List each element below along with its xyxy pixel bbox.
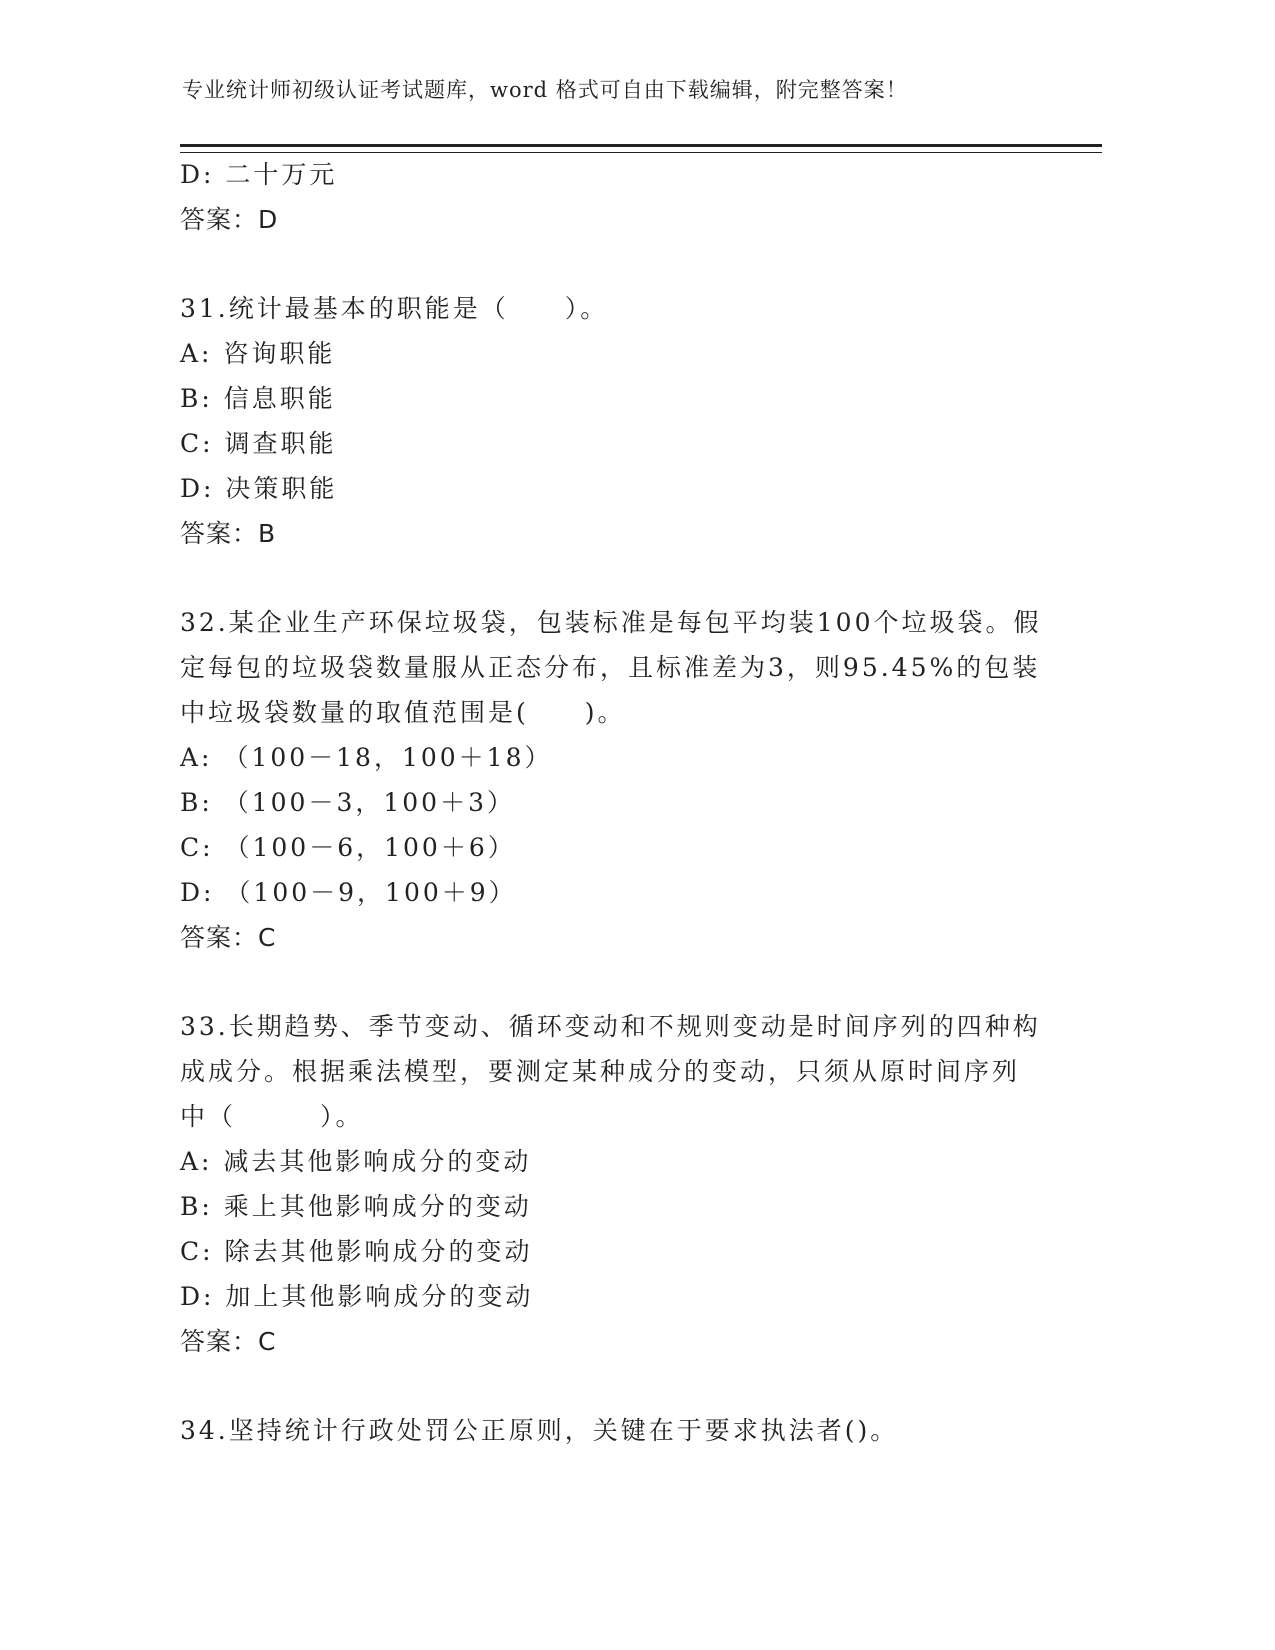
question-34	[180, 1408, 1040, 1453]
question-stem-line-1: 33.长期趋势、季节变动、循环变动和不规则变动是时间序列的四种构	[180, 1012, 1041, 1041]
question-stem-line-2: 定每包的垃圾袋数量服从正态分布，且标准差为3，则95.45%的包装	[180, 653, 1041, 682]
option-a: A: 减去其他影响成分的变动	[180, 1147, 532, 1176]
question-stem: 31.统计最基本的职能是（ ）。	[180, 294, 609, 323]
option-c: C: 除去其他影响成分的变动	[180, 1237, 533, 1266]
option-b: B: 乘上其他影响成分的变动	[180, 1192, 532, 1221]
option-d: D: （100－9，100＋9）	[180, 878, 517, 907]
page-header: 专业统计师初级认证考试题库，word 格式可自由下载编辑，附完整答案！	[182, 78, 908, 102]
question-32	[180, 600, 1040, 960]
question-31	[180, 286, 1040, 556]
option-a: A: 咨询职能	[180, 339, 336, 368]
answer-line: 答案：C	[180, 1327, 277, 1356]
question-stem-line-1: 32.某企业生产环保垃圾袋，包装标准是每包平均装100个垃圾袋。假	[180, 608, 1042, 637]
option-b: B: 信息职能	[180, 384, 336, 413]
question-33	[180, 1004, 1040, 1364]
question-stem-line-3: 中（ ）。	[180, 1102, 364, 1131]
previous-question-tail	[180, 152, 1040, 242]
question-stem: 34.坚持统计行政处罚公正原则，关键在于要求执法者()。	[180, 1416, 899, 1445]
answer-line: 答案：B	[180, 519, 277, 548]
answer-line: 答案：D	[180, 205, 279, 234]
option-d: D: 加上其他影响成分的变动	[180, 1282, 534, 1311]
option-c: C: 调查职能	[180, 429, 337, 458]
option-a: A: （100－18，100＋18）	[180, 743, 553, 772]
option-d: D: 二十万元	[180, 160, 338, 189]
question-stem-line-3: 中垃圾袋数量的取值范围是( )。	[180, 698, 626, 727]
answer-line: 答案：C	[180, 923, 277, 952]
question-stem-line-2: 成成分。根据乘法模型，要测定某种成分的变动，只须从原时间序列	[180, 1057, 1021, 1086]
document-body	[180, 152, 1040, 1453]
option-c: C: （100－6，100＋6）	[180, 833, 516, 862]
option-d: D: 决策职能	[180, 474, 338, 503]
option-b: B: （100－3，100＋3）	[180, 788, 515, 817]
